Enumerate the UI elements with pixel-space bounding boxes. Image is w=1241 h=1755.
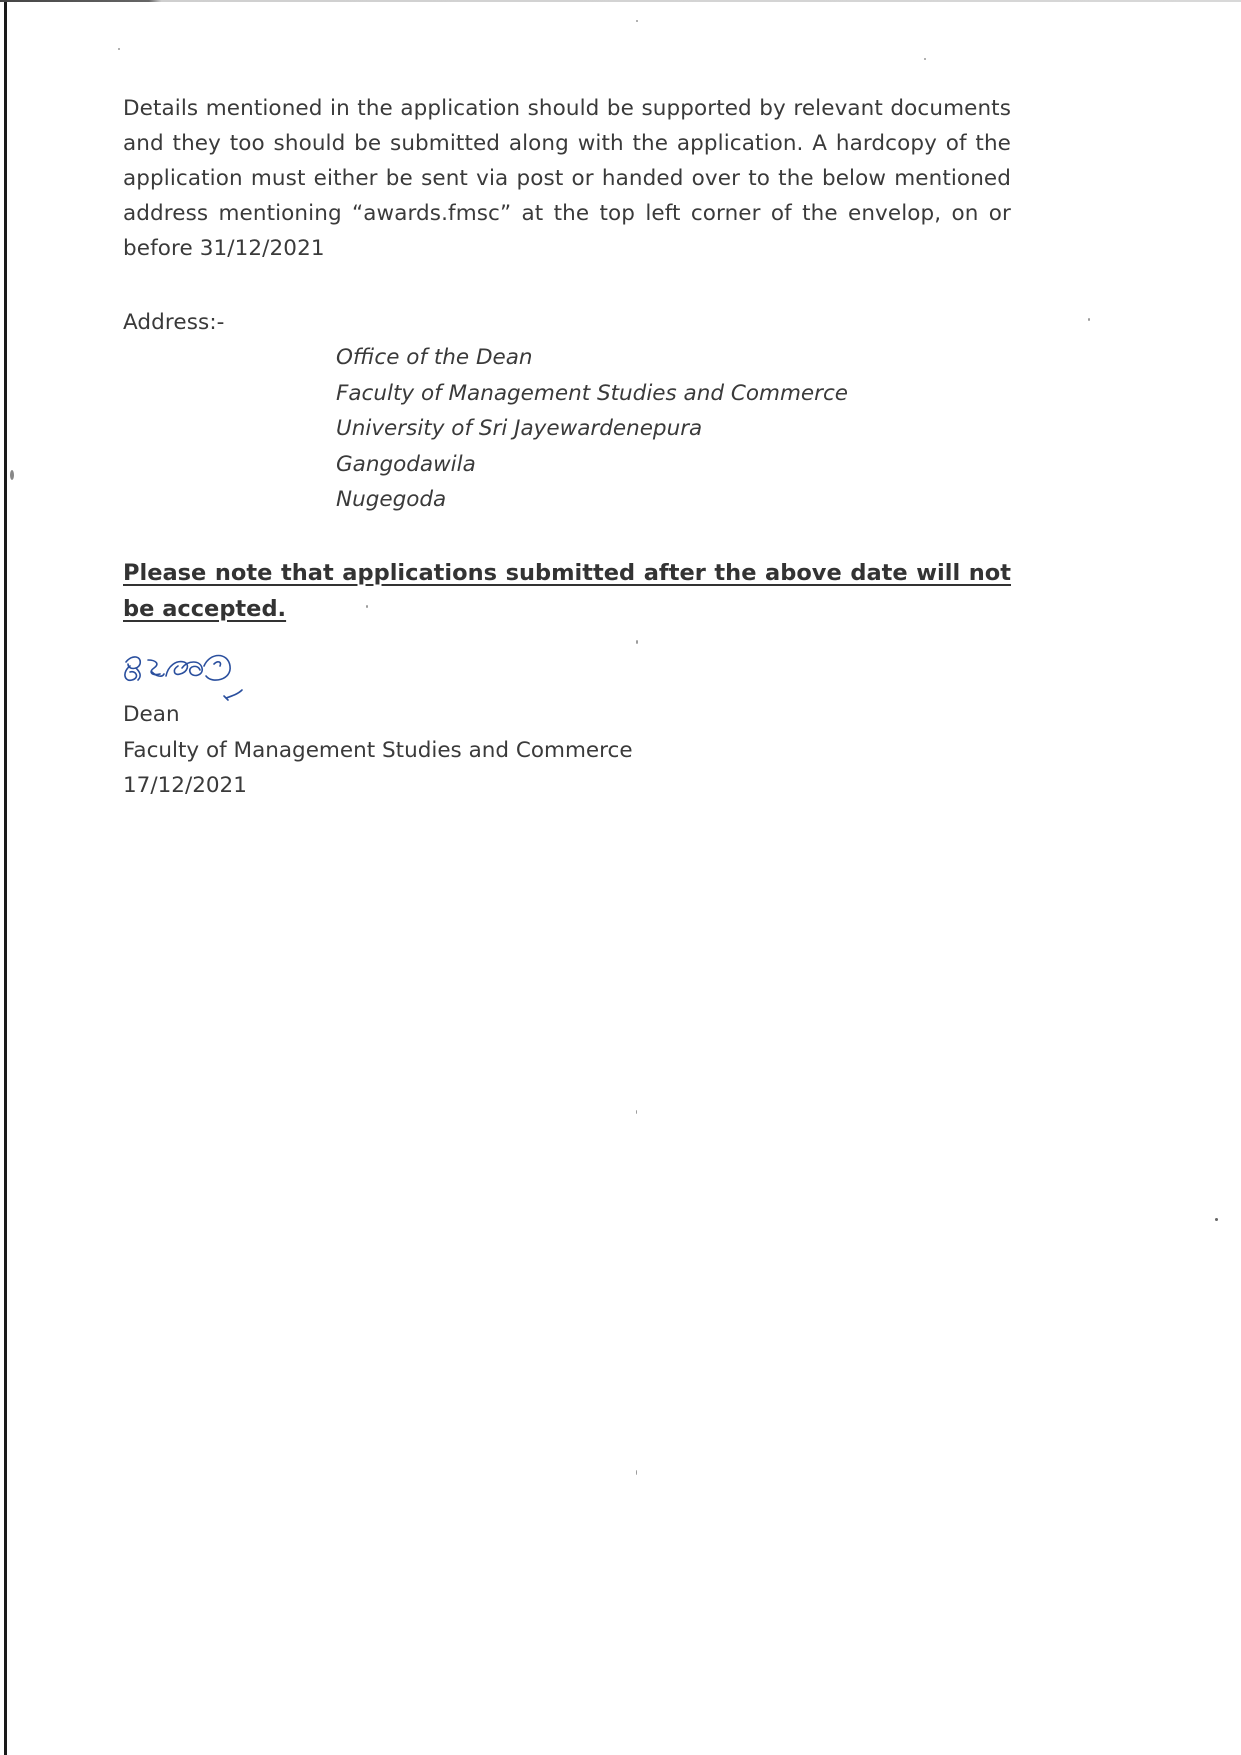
signatory-faculty: Faculty of Management Studies and Commerce (123, 737, 633, 763)
address-line-faculty: Faculty of Management Studies and Commerce (336, 380, 849, 406)
address-line-town: Gangodawila (336, 451, 476, 477)
scan-speck (636, 20, 638, 22)
scan-speck (366, 605, 368, 608)
scan-speck (10, 470, 14, 480)
address-line-city: Nugegoda (336, 487, 447, 512)
scan-speck (924, 58, 926, 60)
address-block (336, 340, 848, 518)
signatory-title: Dean (123, 702, 180, 727)
address-line-office: Office of the Dean (336, 345, 533, 370)
scan-speck (636, 1470, 637, 1475)
scan-speck (118, 48, 120, 50)
scan-speck (636, 1110, 637, 1114)
scan-speck (1215, 1218, 1218, 1221)
scan-border-left (4, 0, 7, 1755)
signature-block (123, 697, 633, 804)
address-label: Address:- (123, 310, 225, 335)
instructions-paragraph: Details mentioned in the application should be supported by relevant documents and they too should be submitted along with the application. A hardcopy of the application must either be sent via post or handed over to the below mentioned address mentioning “awards.fmsc” at the top left corner of the envelop, on or before 31/12/2021 (123, 96, 1011, 261)
deadline-notice: Please note that applications submitted after the above date will not be accepted. (123, 560, 1011, 622)
scan-speck (1088, 318, 1090, 321)
scan-border-top (0, 0, 1241, 2)
scan-speck (636, 640, 638, 644)
address-line-university: University of Sri Jayewardenepura (336, 416, 703, 441)
signature-date: 17/12/2021 (123, 773, 247, 798)
